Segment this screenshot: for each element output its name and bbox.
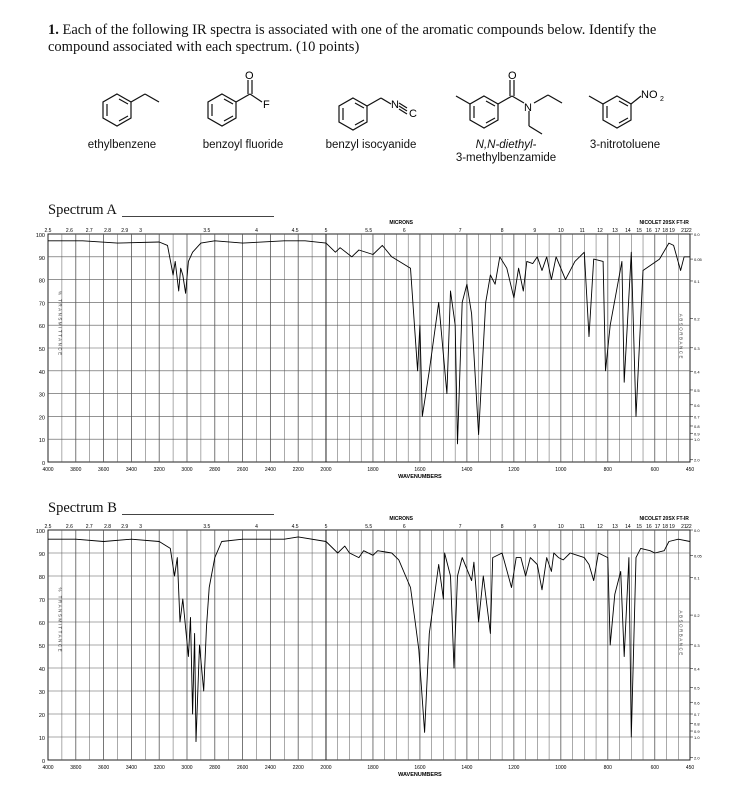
spectrum-a-micron-tick-label: 21	[681, 228, 687, 234]
spectrum-b-micron-tick-label: 2.5	[44, 524, 52, 530]
spectrum-a-micron-tick-label: 2.6	[65, 228, 73, 234]
isocyanide-nitrogen-label: N	[391, 99, 399, 111]
spectrum-a-wavenumbers-label: WAVENUMBERS	[398, 474, 442, 480]
spectrum-a-x-tick-label: 3400	[125, 467, 137, 473]
spectrum-b-y-tick-label: 10	[38, 736, 45, 742]
spectrum-a-abs-tick-label: 2.0	[694, 457, 700, 463]
spectrum-a-abs-tick-label: 0.3	[694, 345, 700, 351]
spectrum-b-x-tick-label: 3600	[98, 765, 110, 771]
spectrum-a-y-tick-label: 60	[38, 324, 45, 331]
spectrum-a-x-tick-label: 3800	[70, 467, 82, 473]
spectrum-a-micron-tick-label: 12	[597, 228, 603, 234]
spectrum-a-instrument-label: NICOLET 20SX FT-IR	[639, 220, 689, 226]
spectrum-b-abs-tick-label: 0.8	[694, 721, 700, 727]
spectrum-b-micron-tick-label: 3	[139, 524, 143, 530]
spectrum-b-micron-tick-label: 2.8	[104, 524, 112, 530]
spectrum-a-y-tick-label: 90	[38, 255, 45, 262]
spectrum-a-x-tick-label: 2600	[237, 467, 249, 473]
spectrum-a-right-axis-label: ABSORBANCE	[678, 313, 684, 361]
spectrum-a-x-tick-label: 2400	[264, 467, 276, 473]
spectrum-a-y-tick-label: 30	[38, 392, 45, 399]
spectrum-a-x-tick-label: 450	[685, 467, 695, 473]
spectrum-b-x-tick-label: 3200	[153, 765, 165, 771]
spectrum-a-title: Spectrum A	[48, 202, 117, 218]
nitro-subscript: 2	[660, 96, 664, 103]
spectrum-a-abs-tick-label: 0.4	[694, 369, 700, 375]
spectrum-a-y-tick-label: 50	[38, 347, 45, 353]
spectrum-b-micron-tick-label: 16	[646, 524, 652, 530]
spectrum-b-micron-tick-label: 8	[500, 524, 504, 530]
spectrum-b-y-tick-label: 80	[38, 575, 45, 581]
spectrum-b-y-tick-label: 90	[38, 552, 45, 558]
spectrum-b-abs-tick-label: 0.0	[694, 528, 700, 533]
spectrum-a-abs-tick-label: 0.0	[694, 232, 700, 237]
spectrum-a-abs-tick-label: 0.05	[694, 257, 702, 263]
spectrum-a-microns-label: MICRONS	[389, 220, 413, 226]
spectrum-b-y-tick-label: 0	[41, 759, 45, 765]
spectrum-a-x-tick-label: 2800	[209, 467, 221, 473]
spectrum-a-abs-tick-label: 0.1	[694, 278, 700, 284]
spectrum-b-y-tick-label: 20	[38, 713, 45, 719]
compound-name-deet-line2: 3-methylbenzamide	[455, 152, 557, 164]
spectrum-b-micron-tick-label: 10	[558, 524, 564, 530]
benzoyl-fluoride-oxygen-label: O	[245, 70, 254, 82]
spectrum-a-micron-tick-label: 19	[669, 228, 675, 234]
compound-name-deet-line1: N,N-diethyl-	[475, 139, 537, 151]
spectrum-a-micron-tick-label: 2.7	[85, 228, 93, 234]
spectrum-b-x-tick-label: 1800	[367, 765, 379, 771]
spectrum-a-abs-tick-label: 0.2	[694, 316, 700, 322]
spectrum-a-abs-tick-label: 0.9	[694, 431, 700, 437]
benzoyl-fluoride-fluorine-label: F	[263, 99, 270, 111]
spectrum-a-micron-tick-label: 3	[139, 228, 143, 234]
spectrum-a-micron-tick-label: 2.8	[104, 228, 112, 234]
spectrum-b-abs-tick-label: 0.4	[694, 666, 700, 672]
spectrum-b-x-tick-label: 1000	[555, 765, 567, 771]
spectrum-b-micron-tick-label: 2.6	[65, 524, 73, 530]
spectrum-b-micron-tick-label: 14	[625, 524, 631, 530]
spectrum-b-micron-tick-label: 12	[597, 524, 603, 530]
spectrum-a-micron-tick-label: 17	[654, 228, 661, 234]
spectrum-b-y-tick-label: 40	[38, 667, 45, 673]
spectrum-a-micron-tick-label: 5.5	[365, 228, 373, 234]
benzyl-isocyanide-structure	[335, 84, 425, 144]
deet-structure	[452, 70, 572, 142]
question-number: 1.	[48, 22, 59, 38]
spectrum-b-x-tick-label: 2800	[209, 765, 221, 771]
spectrum-b-y-tick-label: 70	[38, 598, 45, 604]
spectrum-b-x-tick-label: 2400	[264, 765, 276, 771]
spectrum-a-micron-tick-label: 3.5	[203, 228, 211, 234]
spectrum-a-x-tick-label: 1200	[508, 467, 520, 473]
spectrum-b-x-tick-label: 1200	[508, 765, 520, 771]
spectrum-b-abs-tick-label: 0.5	[694, 685, 700, 691]
spectrum-b-microns-label: MICRONS	[389, 516, 413, 522]
spectrum-a-x-tick-label: 800	[603, 467, 612, 473]
compound-name-deet	[448, 139, 564, 165]
spectrum-b-micron-tick-label: 19	[669, 524, 675, 530]
spectrum-b-micron-tick-label: 13	[612, 524, 618, 530]
isocyanide-carbon-label: C	[409, 108, 417, 120]
spectrum-a-x-tick-label: 600	[650, 467, 659, 473]
spectrum-a-x-tick-label: 4000	[42, 467, 54, 473]
spectrum-b-micron-tick-label: 9	[533, 524, 537, 530]
question-text	[48, 22, 698, 56]
spectrum-b-micron-tick-label: 15	[636, 524, 642, 530]
spectrum-b-micron-tick-label: 18	[662, 524, 668, 530]
spectrum-b-y-tick-label: 100	[35, 529, 45, 535]
spectrum-b-micron-tick-label: 11	[579, 524, 585, 530]
spectrum-a-micron-tick-label: 2.5	[44, 228, 52, 234]
spectrum-b-x-tick-label: 600	[650, 765, 659, 771]
spectrum-b-abs-tick-label: 0.1	[694, 575, 700, 581]
spectrum-a-micron-tick-label: 15	[636, 228, 642, 234]
spectrum-b-x-tick-label: 3800	[70, 765, 82, 771]
spectrum-b-micron-tick-label: 7	[458, 524, 462, 530]
spectrum-a-micron-tick-label: 2.9	[121, 228, 129, 234]
spectrum-b-left-axis-label: % TRANSMITTANCE	[57, 587, 63, 654]
spectrum-a-micron-tick-label: 11	[579, 228, 585, 234]
spectrum-a-x-tick-label: 1800	[367, 467, 379, 473]
spectrum-b-y-tick-label: 60	[38, 621, 45, 627]
compound-name-benzyl-isocyanide: benzyl isocyanide	[325, 139, 417, 151]
compound-structures	[0, 70, 750, 170]
spectrum-b-abs-tick-label: 0.7	[694, 712, 700, 717]
spectrum-a-x-tick-label: 3200	[153, 467, 165, 473]
spectrum-a-x-tick-label: 2200	[292, 467, 304, 473]
spectrum-b-y-tick-label: 50	[38, 644, 45, 650]
spectrum-a-micron-tick-label: 5	[324, 228, 328, 234]
spectrum-b-abs-tick-label: 1.0	[694, 735, 700, 740]
spectrum-b-micron-tick-label: 21	[681, 524, 687, 530]
spectrum-a-x-tick-label: 2000	[320, 467, 332, 473]
benzoyl-fluoride-structure	[200, 70, 290, 140]
deet-oxygen-label: O	[508, 70, 517, 82]
compound-name-3-nitrotoluene: 3-nitrotoluene	[589, 139, 661, 151]
spectrum-b-abs-tick-label: 0.05	[694, 553, 702, 559]
spectrum-a-micron-tick-label: 14	[625, 228, 631, 234]
spectrum-b-trace	[48, 537, 690, 742]
spectrum-a-y-tick-label: 70	[38, 301, 45, 308]
spectrum-b-micron-tick-label: 3.5	[203, 524, 211, 530]
spectrum-a-micron-tick-label: 9	[533, 228, 537, 234]
spectrum-a-micron-tick-label: 22	[686, 228, 692, 234]
spectrum-a-micron-tick-label: 18	[662, 228, 668, 234]
spectrum-a-y-tick-label: 40	[38, 369, 45, 376]
spectrum-a-left-axis-label: % TRANSMITTANCE	[57, 291, 63, 357]
spectrum-a-micron-tick-label: 8	[500, 228, 504, 234]
deet-nitrogen-label: N	[524, 102, 532, 114]
question-body: Each of the following IR spectra is associated with one of the aromatic compounds below. Identify the compound associated with each spectrum. (10 points)	[48, 22, 657, 55]
spectrum-a-y-tick-label: 100	[35, 233, 45, 239]
spectrum-a-abs-tick-label: 0.6	[694, 402, 700, 408]
spectrum-b-chart	[32, 512, 716, 780]
spectrum-a-micron-tick-label: 7	[458, 228, 462, 234]
spectrum-b-micron-tick-label: 4.5	[291, 524, 299, 530]
spectrum-b-x-tick-label: 2000	[320, 765, 332, 771]
spectrum-b-y-tick-label: 30	[38, 690, 45, 696]
compound-name-benzoyl-fluoride: benzoyl fluoride	[202, 139, 284, 151]
spectrum-b-micron-tick-label: 17	[654, 524, 661, 530]
spectrum-a-x-tick-label: 1000	[555, 467, 567, 473]
spectrum-a-x-tick-label: 1600	[414, 467, 426, 473]
compound-name-ethylbenzene: ethylbenzene	[87, 139, 157, 151]
3-nitrotoluene-structure	[585, 82, 675, 142]
spectrum-a-y-tick-label: 20	[38, 415, 45, 422]
spectrum-a-micron-tick-label: 13	[612, 228, 618, 234]
spectrum-b-x-tick-label: 1600	[414, 765, 426, 771]
spectrum-a-abs-tick-label: 1.0	[694, 437, 700, 443]
spectrum-b-instrument-label: NICOLET 20SX FT-IR	[639, 516, 689, 522]
spectrum-b-micron-tick-label: 5	[324, 524, 328, 530]
spectrum-b-abs-tick-label: 0.3	[694, 642, 700, 648]
spectrum-b-micron-tick-label: 6	[402, 524, 406, 530]
spectrum-a-micron-tick-label: 4.5	[291, 228, 299, 234]
spectrum-a-y-tick-label: 80	[38, 278, 45, 285]
spectrum-a-micron-tick-label: 6	[402, 228, 406, 234]
spectrum-a-micron-tick-label: 16	[646, 228, 652, 234]
spectrum-b-x-tick-label: 3400	[125, 765, 137, 771]
spectrum-a-x-tick-label: 3600	[98, 467, 110, 473]
spectrum-b-abs-tick-label: 0.2	[694, 613, 700, 619]
spectrum-b-abs-tick-label: 2.0	[694, 755, 700, 761]
spectrum-b-micron-tick-label: 4	[255, 524, 258, 530]
spectrum-b-x-tick-label: 3000	[181, 765, 193, 771]
spectrum-b-x-tick-label: 2600	[237, 765, 249, 771]
nitro-group-label: NO	[641, 89, 658, 101]
ethylbenzene-structure	[95, 80, 165, 140]
spectrum-b-x-tick-label: 2200	[292, 765, 304, 771]
spectrum-a-abs-tick-label: 0.7	[694, 414, 700, 420]
spectrum-a-trace	[48, 241, 690, 444]
spectrum-a-micron-tick-label: 10	[558, 228, 564, 234]
spectrum-b-x-tick-label: 450	[685, 765, 695, 771]
spectrum-b-right-axis-label: ABSORBANCE	[678, 610, 684, 657]
spectrum-b-micron-tick-label: 2.7	[85, 524, 93, 530]
spectrum-a-chart	[32, 216, 716, 482]
spectrum-a-y-tick-label: 10	[38, 438, 45, 445]
spectrum-b-x-tick-label: 4000	[42, 765, 54, 771]
spectrum-b-abs-tick-label: 0.6	[694, 700, 700, 706]
spectrum-a-y-tick-label: 0	[41, 461, 45, 467]
spectrum-a-abs-tick-label: 0.5	[694, 387, 700, 393]
spectrum-b-x-tick-label: 1400	[461, 765, 473, 771]
spectrum-b-abs-tick-label: 0.9	[694, 729, 700, 735]
spectrum-b-micron-tick-label: 5.5	[365, 524, 373, 530]
spectrum-b-wavenumbers-label: WAVENUMBERS	[398, 772, 442, 778]
spectrum-a-x-tick-label: 1400	[461, 467, 473, 473]
spectrum-b-x-tick-label: 800	[603, 765, 612, 771]
spectrum-b-micron-tick-label: 2.9	[121, 524, 129, 530]
spectrum-b-title: Spectrum B	[48, 500, 117, 516]
spectrum-a-micron-tick-label: 4	[255, 228, 258, 234]
spectrum-a-x-tick-label: 3000	[181, 467, 193, 473]
spectrum-a-abs-tick-label: 0.8	[694, 423, 700, 429]
spectrum-b-micron-tick-label: 22	[686, 524, 692, 530]
